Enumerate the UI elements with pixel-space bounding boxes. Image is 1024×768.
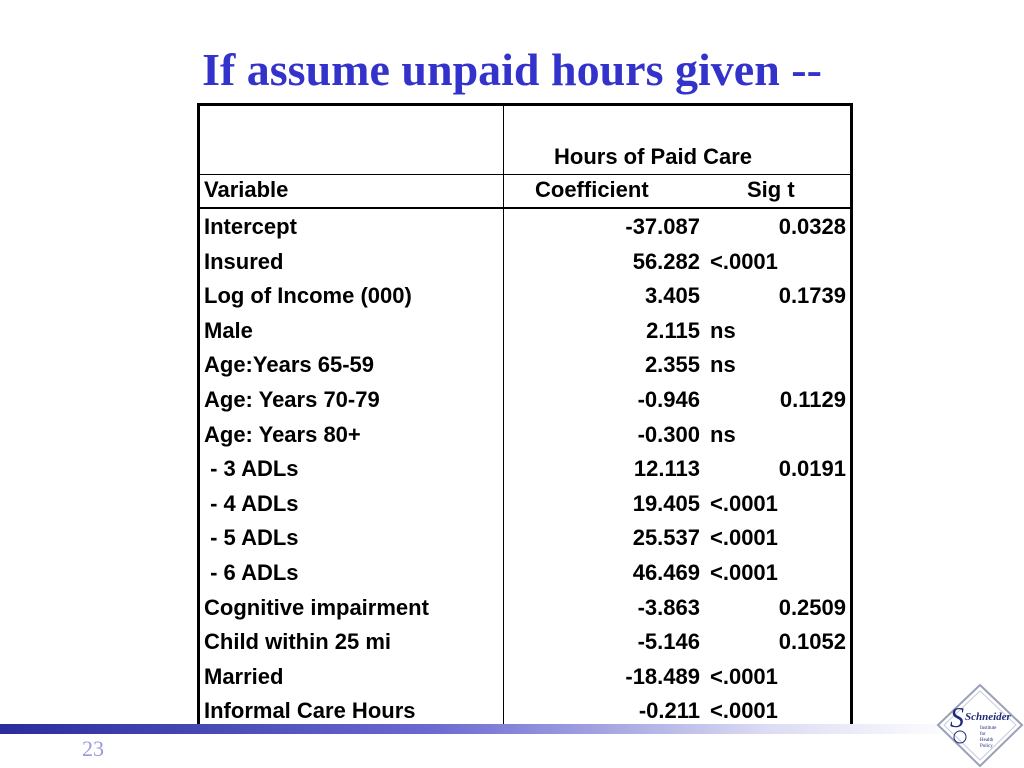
table-row [200,348,850,382]
table-row [200,210,850,244]
row-coefficient: -0.300 [637,421,700,447]
row-variable: Insured [204,248,284,274]
row-variable: Log of Income (000) [204,283,412,309]
row-variable: Informal Care Hours [204,698,416,724]
row-coefficient: -5.146 [637,629,700,655]
header-rule [200,174,850,175]
footer-gradient-bar [0,724,960,734]
column-header-coefficient: Coefficient [535,177,649,202]
svg-text:for: for [980,732,986,737]
row-sig: <.0001 [710,663,778,689]
row-coefficient: 2.115 [646,317,700,343]
row-variable: - 6 ADLs [204,560,299,585]
row-coefficient: 46.469 [632,560,700,585]
row-coefficient: 25.537 [632,525,700,551]
regression-table [197,103,853,731]
row-variable: Male [204,317,253,343]
row-sig: <.0001 [710,698,778,724]
column-header-variable: Variable [204,177,289,202]
row-variable: - 4 ADLs [204,490,299,516]
table-row [200,314,850,348]
logo-wordmark: Schneider [965,711,1011,723]
row-coefficient: 2.355 [644,352,700,378]
row-sig: 0.1052 [778,629,846,655]
row-sig: 0.1739 [778,283,846,309]
table-row [200,487,850,521]
slide-number: 23 [82,736,104,761]
row-variable: Married [204,663,284,689]
row-sig: 0.0328 [778,214,846,239]
row-coefficient: 56.282 [632,248,700,274]
svg-text:Institute: Institute [980,726,997,731]
table-row [200,452,850,486]
row-coefficient: -0.211 [638,698,700,724]
row-variable: Intercept [204,214,297,239]
table-row [200,418,850,452]
table-row [200,660,850,694]
header-bottom-rule [200,207,850,209]
slide-title: If assume unpaid hours given -- [202,44,822,95]
schneider-institute-logo [936,683,1024,768]
row-variable: Age: Years 70-79 [204,387,380,412]
row-sig: ns [710,352,736,378]
row-coefficient: -37.087 [625,214,700,239]
row-sig: ns [710,317,736,343]
row-coefficient: 3.405 [644,283,700,309]
row-coefficient: 19.405 [632,490,700,516]
row-sig: 0.2509 [778,594,846,620]
row-sig: <.0001 [710,490,778,516]
row-sig: 0.0191 [778,456,846,482]
row-sig: <.0001 [710,248,778,274]
table-row [200,383,850,417]
table-row [200,556,850,590]
svg-text:Policy: Policy [980,744,993,749]
row-variable: Age: Years 80+ [204,421,361,447]
svg-text:Health: Health [980,738,994,743]
svg-text:S: S [950,703,964,734]
column-header-sig: Sig t [747,177,795,202]
row-sig: <.0001 [710,525,778,551]
row-coefficient: 12.113 [633,456,700,482]
table-row [200,591,850,625]
group-header: Hours of Paid Care [554,144,753,169]
row-coefficient: -0.946 [637,387,700,412]
table-row [200,279,850,313]
table-row [200,521,850,555]
row-variable: Age:Years 65-59 [204,352,374,378]
row-variable: Child within 25 mi [204,629,392,655]
row-coefficient: -18.489 [625,663,700,689]
row-sig: 0.1129 [779,387,846,412]
row-variable: Cognitive impairment [204,594,429,620]
table-row [200,625,850,659]
row-variable: - 5 ADLs [204,525,299,551]
row-variable: - 3 ADLs [204,456,299,482]
row-coefficient: -3.863 [637,594,700,620]
table-row [200,245,850,279]
row-sig: ns [710,421,736,447]
row-sig: <.0001 [710,560,778,585]
